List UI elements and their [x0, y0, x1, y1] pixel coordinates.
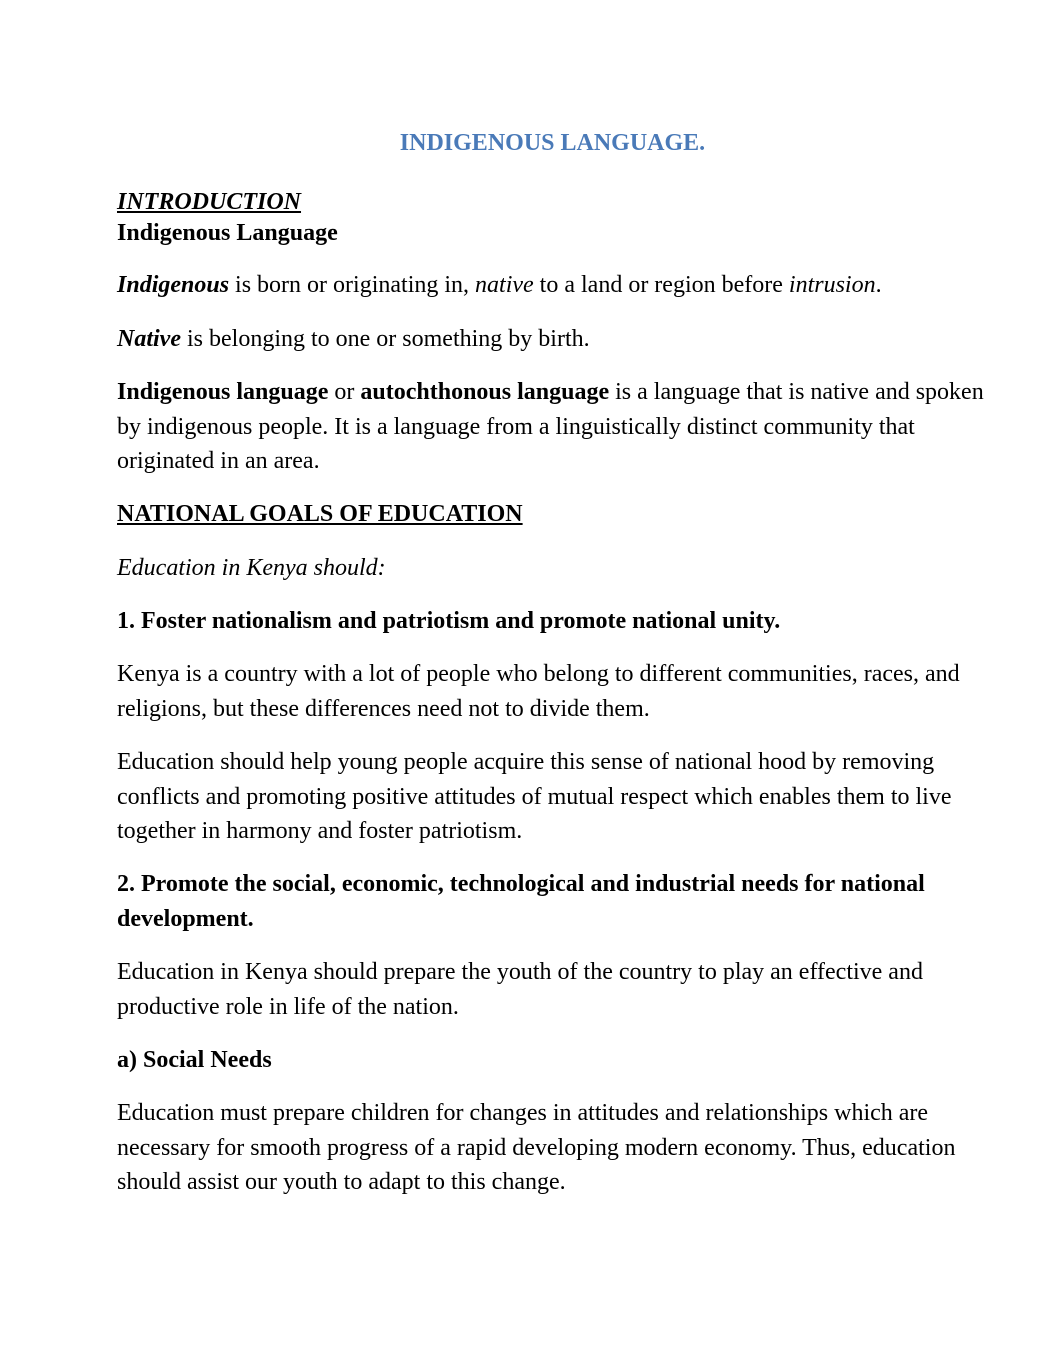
- document-title: INDIGENOUS LANGUAGE.: [399, 130, 706, 156]
- social-needs-heading: a) Social Needs: [117, 1047, 272, 1073]
- definition-native: Native is belonging to one or something by birth.: [117, 326, 590, 352]
- goal-2-paragraph-1: Education in Kenya should prepare the youth of the country to play an effective and productive role in life of the nation.: [117, 959, 923, 1020]
- national-goals-heading: NATIONAL GOALS OF EDUCATION: [117, 501, 523, 527]
- goal-2-heading: 2. Promote the social, economic, technological and industrial needs for national development.: [117, 871, 925, 932]
- goal-1-paragraph-2: Education should help young people acquire this sense of national hood by removing conflicts and promoting positive attitudes of mutual respect which enables them to live together in harmony and foster patriotism.: [117, 749, 952, 844]
- goal-1-paragraph-1: Kenya is a country with a lot of people who belong to different communities, races, and religions, but these differences need not to divide them.: [117, 661, 960, 722]
- social-needs-paragraph: Education must prepare children for changes in attitudes and relationships which are necessary for smooth progress of a rapid developing modern economy. Thus, education should assist our youth to adapt to this change.: [117, 1100, 956, 1195]
- term-indigenous-language: Indigenous language: [117, 379, 329, 405]
- term-native: Native: [117, 326, 181, 352]
- term-indigenous: Indigenous: [117, 272, 230, 298]
- term-autochthonous-language: autochthonous language: [360, 379, 610, 405]
- goals-intro: Education in Kenya should:: [117, 555, 386, 581]
- definition-indigenous: Indigenous is born or originating in, native to a land or region before intrusion.: [117, 272, 882, 298]
- introduction-heading: INTRODUCTION: [117, 189, 302, 215]
- introduction-subheading: Indigenous Language: [117, 220, 338, 246]
- definition-indigenous-language: Indigenous language or autochthonous language is a language that is native and spoken by indigenous people. It is a language from a linguistically distinct community that originated in an area.: [117, 379, 984, 474]
- goal-1-heading: 1. Foster nationalism and patriotism and promote national unity.: [117, 608, 781, 634]
